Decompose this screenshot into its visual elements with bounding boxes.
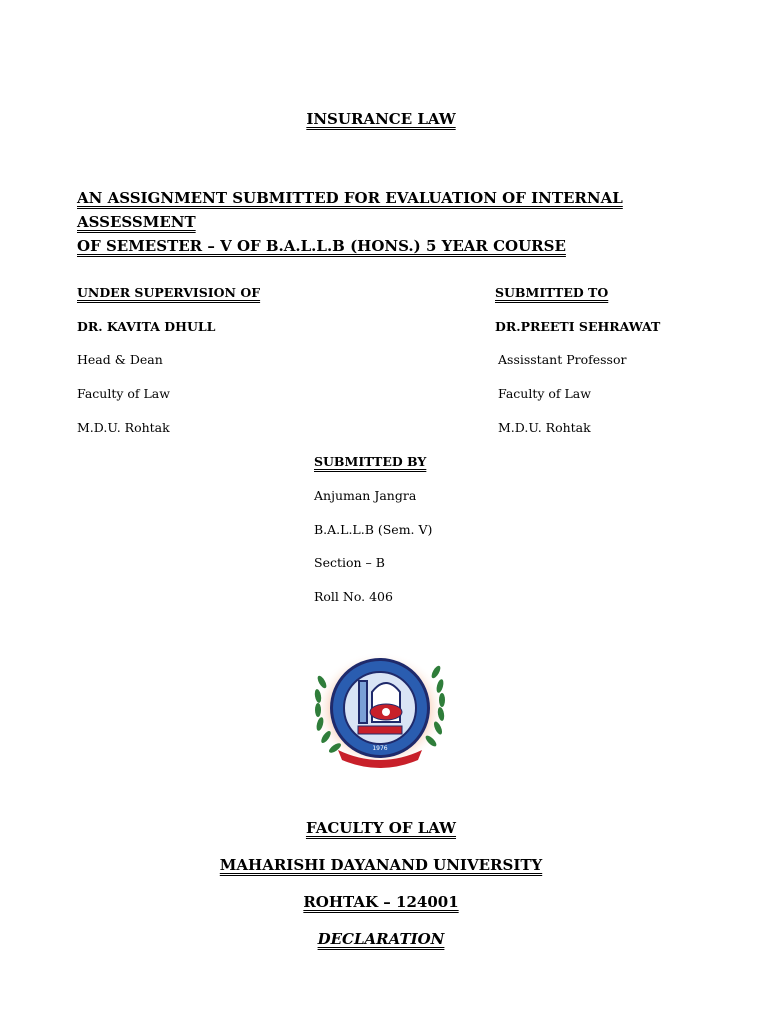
document-title: INSURANCE LAW bbox=[306, 110, 456, 128]
declaration-heading: DECLARATION bbox=[317, 930, 445, 948]
footer-faculty: FACULTY OF LAW bbox=[305, 819, 457, 837]
assignment-statement bbox=[77, 186, 717, 258]
assignment-line-2: OF SEMESTER – V OF B.A.L.L.B (HONS.) 5 YEAR COURSE bbox=[77, 237, 566, 255]
submitted-to-designation: Assisstant Professor bbox=[498, 352, 627, 367]
seal-year: 1976 bbox=[372, 745, 388, 752]
student-name: Anjuman Jangra bbox=[314, 488, 417, 503]
supervisor-department: Faculty of Law bbox=[77, 386, 170, 401]
university-seal-icon bbox=[308, 652, 450, 772]
footer-city: ROHTAK – 124001 bbox=[303, 893, 459, 911]
supervisor-name: DR. KAVITA DHULL bbox=[77, 319, 216, 334]
submitted-to-name: DR.PREETI SEHRAWAT bbox=[495, 319, 661, 334]
assignment-line-1: AN ASSIGNMENT SUBMITTED FOR EVALUATION OF INTERNAL ASSESSMENT bbox=[77, 189, 623, 231]
student-section: Section – B bbox=[314, 555, 385, 570]
supervisor-heading: UNDER SUPERVISION OF bbox=[77, 285, 261, 300]
student-course: B.A.L.L.B (Sem. V) bbox=[314, 522, 433, 537]
supervisor-place: M.D.U. Rohtak bbox=[77, 420, 170, 435]
student-roll: Roll No. 406 bbox=[314, 589, 393, 604]
submitted-to-department: Faculty of Law bbox=[498, 386, 591, 401]
supervisor-designation: Head & Dean bbox=[77, 352, 163, 367]
submitted-to-heading: SUBMITTED TO bbox=[495, 285, 609, 300]
submitted-by-heading: SUBMITTED BY bbox=[314, 454, 427, 469]
submitted-to-place: M.D.U. Rohtak bbox=[498, 420, 591, 435]
footer-university: MAHARISHI DAYANAND UNIVERSITY bbox=[219, 856, 543, 874]
university-seal-logo bbox=[308, 652, 450, 772]
